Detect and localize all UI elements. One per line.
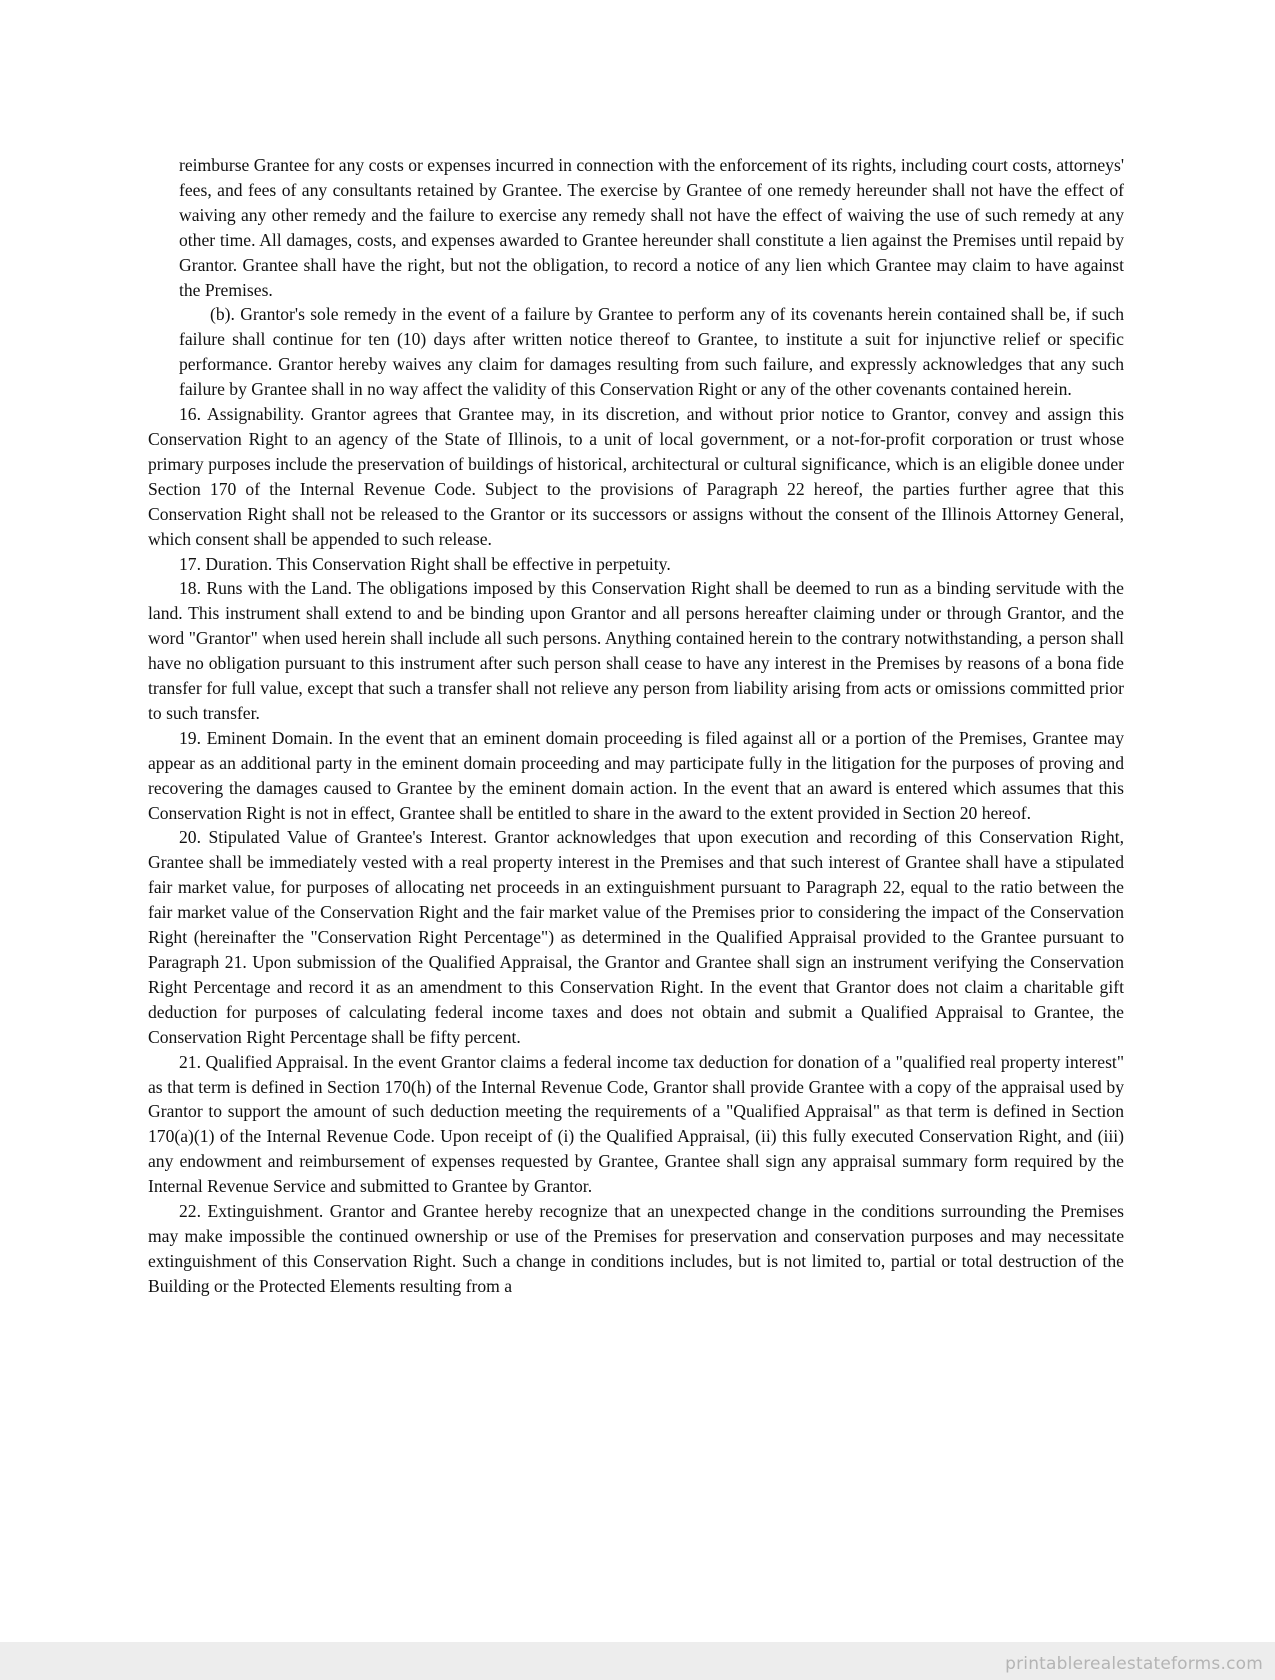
paragraph-17-duration: 17. Duration. This Conservation Right shall be effective in perpetuity. (179, 553, 671, 574)
paragraph-19-eminent-domain: 19. Eminent Domain. In the event that an eminent domain proceeding is filed against all or a portion of the Premises, Grantee may appear as an additional party in the eminent domain proceeding and may participate fully in the litigation for the purposes of proving and recovering the damages caused to Grantee by the eminent domain action. In the event that an award is entered which assumes that this Conservation Right is not in effect, Grantee shall be entitled to share in the award to the extent provided in Section 20 hereof. (148, 727, 1124, 823)
paragraph-18-runs-with-land: 18. Runs with the Land. The obligations imposed by this Conservation Right shall be deemed to run as a binding servitude with the land. This instrument shall extend to and be binding upon Grantor and all persons hereafter claiming under or through Grantor, and the word "Grantor" when used herein shall include all such persons. Anything contained herein to the contrary notwithstanding, a person shall have no obligation pursuant to this instrument after such person shall cease to have any interest in the Premises by reasons of a bona fide transfer for full value, except that such a transfer shall not relieve any person from liability arising from acts or omissions committed prior to such transfer. (148, 578, 1124, 723)
paragraph-20-stipulated-value: 20. Stipulated Value of Grantee's Interest. Grantor acknowledges that upon execution and recording of this Conservation Right, Grantee shall be immediately vested with a real property interest in the Premises and that such interest of Grantee shall have a stipulated fair market value, for purposes of allocating net proceeds in an extinguishment pursuant to Paragraph 22, equal to the ratio between the fair market value of the Conservation Right and the fair market value of the Premises prior to considering the impact of the Conservation Right (hereinafter the "Conservation Right Percentage") as determined in the Qualified Appraisal provided to the Grantee pursuant to Paragraph 21. Upon submission of the Qualified Appraisal, the Grantor and Grantee shall sign an instrument verifying the Conservation Right Percentage and record it as an amendment to this Conservation Right. In the event that Grantor does not claim a charitable gift deduction for purposes of calculating federal income taxes and does not obtain and submit a Qualified Appraisal to Grantee, the Conservation Right Percentage shall be fifty percent. (148, 827, 1124, 1047)
footer-watermark-bar (0, 1642, 1275, 1680)
document-body (148, 153, 1124, 1299)
paragraph-15b: (b). Grantor's sole remedy in the event of a failure by Grantee to perform any of its covenants herein contained shall be, if such failure shall continue for ten (10) days after written notice thereof to Grantee, to institute a suit for injunctive relief or specific performance. Grantor hereby waives any claim for damages resulting from such failure, and expressly acknowledges that any such failure by Grantee shall in no way affect the validity of this Conservation Right or any of the other covenants contained herein. (179, 304, 1124, 400)
paragraph-16-assignability: 16. Assignability. Grantor agrees that Grantee may, in its discretion, and without prior notice to Grantor, convey and assign this Conservation Right to an agency of the State of Illinois, to a unit of local government, or a not-for-profit corporation or trust whose primary purposes include the preservation of buildings of historical, architectural or cultural significance, which is an eligible donee under Section 170 of the Internal Revenue Code. Subject to the provisions of Paragraph 22 hereof, the parties further agree that this Conservation Right shall not be released to the Grantor or its successors or assigns without the consent of the Illinois Attorney General, which consent shall be appended to such release. (148, 404, 1124, 549)
paragraph-22-extinguishment: 22. Extinguishment. Grantor and Grantee hereby recognize that an unexpected change in the conditions surrounding the Premises may make impossible the continued ownership or use of the Premises for preservation and conservation purposes and may necessitate extinguishment of this Conservation Right. Such a change in conditions includes, but is not limited to, partial or total destruction of the Building or the Protected Elements resulting from a (148, 1201, 1124, 1296)
paragraph-15a-continued: reimburse Grantee for any costs or expenses incurred in connection with the enforcement of its rights, including court costs, attorneys' fees, and fees of any consultants retained by Grantee. The exercise by Grantee of one remedy hereunder shall not have the effect of waiving any other remedy and the failure to exercise any remedy shall not have the effect of waiving the use of such remedy at any other time. All damages, costs, and expenses awarded to Grantee hereunder shall constitute a lien against the Premises until repaid by Grantor. Grantee shall have the right, but not the obligation, to record a notice of any lien which Grantee may claim to have against the Premises. (179, 155, 1124, 300)
watermark-text: printablerealestateforms.com (1005, 1654, 1263, 1674)
paragraph-21-qualified-appraisal: 21. Qualified Appraisal. In the event Grantor claims a federal income tax deduction for donation of a "qualified real property interest" as that term is defined in Section 170(h) of the Internal Revenue Code, Grantor shall provide Grantee with a copy of the appraisal used by Grantor to support the amount of such deduction meeting the requirements of a "Qualified Appraisal" as that term is defined in Section 170(a)(1) of the Internal Revenue Code. Upon receipt of (i) the Qualified Appraisal, (ii) this fully executed Conservation Right, and (iii) any endowment and reimbursement of expenses requested by Grantee, Grantee shall sign any appraisal summary form required by the Internal Revenue Service and submitted to Grantee by Grantor. (148, 1051, 1124, 1197)
